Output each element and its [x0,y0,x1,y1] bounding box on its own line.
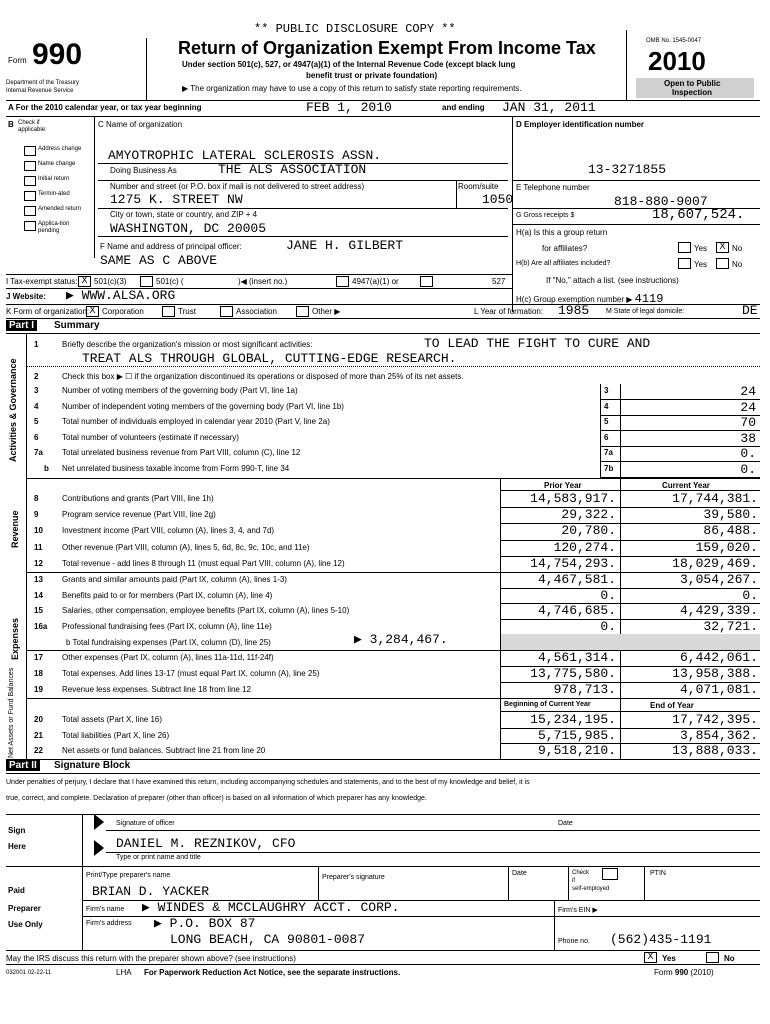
fin-line-text: Total expenses. Add lines 13-17 (must equal Part IX, column (A), line 25) [62,669,320,678]
section-b-label: B [8,120,14,129]
current-year-value: 159,020. [695,539,758,555]
prior-year-value: 4,746,685. [537,603,616,619]
current-year-value: 0. [742,587,758,603]
gov-line-value: 24 [740,399,756,415]
line-number: 18 [34,669,43,678]
gov-line-value: 38 [740,430,756,446]
state-of-domicile: DE [742,303,758,318]
fin-line-text: Revenue less expenses. Subtract line 18 from line 12 [62,685,251,694]
section-b-item-label: Address change [38,146,82,152]
part2-title: Signature Block [54,760,131,771]
current-year-value: 3,854,362. [679,727,758,743]
current-year-value: 6,442,061. [679,650,758,665]
inspection-label: Inspection [672,88,713,97]
gov-line-value: 0. [740,462,756,477]
line2-discontinued: Check this box ▶ ☐ if the organization discontinued its operations or disposed of more than 25% of its net assets. [62,372,464,381]
line-number: 14 [34,590,43,600]
firm-name: WINDES & MCCLAUGHRY ACCT. CORP. [157,900,400,915]
gov-line-text: Number of voting members of the governing body (Part VI, line 1a) [62,386,298,395]
current-year-value: 86,488. [703,523,758,539]
begin-year-header: Beginning of Current Year [504,701,591,708]
trust-checkbox[interactable] [162,306,175,317]
tax-year-begin: FEB 1, 2010 [306,100,392,115]
fin-line-text: Program service revenue (Part VIII, line 2g) [62,510,216,520]
fin-line-text: Total revenue - add lines 8 through 11 (must equal Part VIII, column (A), line 12) [62,558,345,568]
current-year-value: 4,429,339. [679,603,758,619]
col-divider [620,384,621,478]
fin-line-text: Total liabilities (Part X, line 26) [62,730,170,740]
side-revenue: Revenue [10,510,20,548]
public-disclosure-banner: ** PUBLIC DISCLOSURE COPY ** [254,22,456,36]
discuss-yes-checkbox[interactable]: X [644,952,657,963]
section-b-checkbox[interactable] [24,191,36,201]
section-b-checkbox[interactable] [24,161,36,171]
discuss-no-checkbox[interactable] [706,952,719,963]
gov-line-box: 3 [604,386,609,395]
gov-line-value: 70 [740,415,756,431]
prior-year-value: 20,780. [561,523,616,539]
form-word: Form [8,56,27,65]
line-number: 21 [34,730,43,740]
employer-id-number: 13-3271855 [588,162,667,177]
side-expenses: Expenses [10,617,20,660]
col-divider [600,384,601,478]
corporation-checkbox[interactable]: X [86,306,99,317]
line-number: 16a [34,621,48,631]
current-year-value: 4,071,081. [679,682,758,697]
current-year-header: Current Year [662,481,710,490]
prior-year-value: 9,518,210. [537,743,616,759]
line16b-value: 3,284,467. [369,632,448,647]
officer-address: SAME AS C ABOVE [100,253,218,268]
website: WWW.ALSA.ORG [81,288,176,303]
gov-line-text: Total unrelated business revenue from Part VIII, column (C), line 12 [62,448,301,458]
fin-line-text: Grants and similar amounts paid (Part IX, column (A), lines 1-3) [62,575,287,584]
doing-business-as: THE ALS ASSOCIATION [218,162,367,177]
form-title: Return of Organization Exempt From Income Tax [178,38,596,58]
current-year-value: 3,054,267. [679,572,758,587]
line-number: 13 [34,575,43,584]
fin-line-text: Total assets (Part X, line 16) [62,715,163,724]
fin-line-text: Professional fundraising fees (Part IX, column (A), line 11e) [62,621,272,631]
firm-address-2: LONG BEACH, CA 90801-0087 [170,932,366,947]
section-b-item-label: Initial return [38,176,70,182]
year-of-formation: 1985 [558,303,590,318]
principal-officer: JANE H. GILBERT [286,238,404,253]
current-year-value: 17,744,381. [672,491,758,506]
line-number: 10 [34,526,43,536]
gov-line-box: 7a [604,448,613,458]
form-subtitle1: Under section 501(c), 527, or 4947(a)(1) of the Internal Revenue Code (except black lung [182,60,516,69]
gov-line-value: 0. [740,446,756,462]
room-suite: 1050 [482,192,514,207]
line-number: 3 [34,386,39,395]
section-b-item-label: Termin-ated [38,191,70,197]
current-year-value: 13,888,033. [672,743,758,759]
fin-line-text: Salaries, other compensation, employee benefits (Part IX, column (A), lines 5-10) [62,606,350,616]
gov-line-text: Total number of individuals employed in calendar year 2010 (Part V, line 2a) [62,417,330,427]
501c-checkbox[interactable] [140,276,153,287]
part1-title: Summary [54,320,100,331]
part2-label: Part II [6,760,40,771]
gov-line-text: Number of independent voting members of the governing body (Part VI, line 1b) [62,401,344,411]
line-number: 11 [34,542,43,552]
current-year-value: 13,958,388. [672,666,758,681]
form-subtitle2: benefit trust or private foundation) [306,71,438,80]
ha-yes-checkbox[interactable] [678,242,691,253]
4947-checkbox[interactable] [336,276,349,287]
current-year-value: 32,721. [703,618,758,634]
mission-line1: TO LEAD THE FIGHT TO CURE AND [424,336,651,351]
prior-year-value: 15,234,195. [530,712,616,727]
gov-line-box: 7b [604,464,614,473]
paperwork-notice: For Paperwork Reduction Act Notice, see the separate instructions. [144,968,401,977]
hb-yes-checkbox[interactable] [678,258,691,269]
current-year-value: 39,580. [703,507,758,523]
form-990-page: ** PUBLIC DISCLOSURE COPY ** Form 990 Department of the Treasury Internal Revenue Service Return of Organization Exempt From Income Tax Under section 501(c), 527, or 4947(a)(1) of the Internal Revenue Code (except black lung benefit trust or private foundation) ▶ The organization may have to use a copy of this return to satisfy state reporting requirements. OMB No. 1545-0047 2010 Open to Public Inspection A For the 2010 calendar year, or tax year beginning FEB 1, 2010 and ending JAN 31, 2011 B Check if applicable: Address change Name change Initial return Termin-ated Amended return Applica-tion pending C Name of organization AMYOTROPHIC LATERAL SCLEROSIS ASSN. Doing Business As THE ALS ASSOCIATION Number and street (or P.O. box if mail is not delivered to street address) Room/suite 1275 K. STREET NW 1050 City or town, state or country, and ZIP + 4 WASHINGTON, DC 20005 F Name and address of principal officer: JANE H. GILBERT SAME AS C ABOVE D Employer identification number 13-3271855 E Telephone number 818-880-9007 G Gross receipts $ 18,607,524. H(a) Is this a group return for affiliates? Yes X No H(b) Are all affiliates included? Yes No If "No," attach a list. (see instructions) I Tax-exempt status: X 501(c)(3) 501(c) ( )◀ (insert no.) 4947(a)(1) or 527 J Website: ▶ WWW.ALSA.ORG H(c) Group exemption number ▶ 4119 K Form of organization: X Corporation Trust Association Other ▶ L Year of formation: 1985 M State of legal domicile: DE Part I Summary Activities & Governance Revenue Expenses Net Assets or Fund Balances 1 Briefly describe the organization's mission or most significant activities: TO LEAD THE FIGHT TO CURE AND TREAT ALS THROUGH GLOBAL, CUTTING-EDGE RESEARCH. 2 Check this box ▶ ☐ if the organization discontinued its operations or disposed of more than 25% of its net assets. 3 Number of voting members of the governing body (Part VI, line 1a) 3 24 4 Number of independent voting members of the governing body (Part VI, line 1b) 4 24 5 Total number of individuals employed in calendar year 2010 (Part V, line 2a) 5 70 6 Total number of volunteers (estimate if necessary) 6 38 7a Total unrelated business revenue from Part VIII, column (C), line 12 7a 0. b Net unrelated business taxable income from Form 990-T, line 34 7b 0. Prior Year Current Year 8 Contributions and grants (Part VIII, line 1h) 14,583,917. 17,744,381. 9 Program service revenue (Part VIII, line 2g) 29,322. 39,580. 10 Investment income (Part VIII, column (A), lines 3, 4, and 7d) 20,780. 86,488. 11 Other revenue (Part VIII, column (A), lines 5, 6d, 8c, 9c, 10c, and 11e) 120,274. 159,020. 12 Total revenue - add lines 8 through 11 (must equal Part VIII, column (A), line 12) 14,754,293. 18,029,469. 13 Grants and similar amounts paid (Part IX, column (A), lines 1-3) 4,467,581. 3,054,267. 14 Benefits paid to or for members (Part IX, column (A), line 4) 0. 0. 15 Salaries, other compensation, employee benefits (Part IX, column (A), lines 5-10) 4,746,685. 4,429,339. 16a Professional fundraising fees (Part IX, column (A), line 11e) 0. 32,721. b Total fundraising expenses (Part IX, column (D), line 25) ▶ 3,284,467. 17 Other expenses (Part IX, column (A), lines 11a-11d, 11f-24f) 4,561,314. 6,442,061. 18 Total expenses. Add lines 13-17 (must equal Part IX, column (A), line 25) 13,775,580. 13,958,388. 19 Revenue less expenses. Subtract line 18 from line 12 978,713. 4,071,081. Beginning of Current Year End of Year 20 Total assets (Part X, line 16) 15,234,195. 17,742,395. 21 Total liabilities (Part X, line 26) 5,715,985. 3,854,362. 22 Net assets or fund balances. Subtract line 21 from line 20 9,518,210. 13,888,033. Part II Signature Block Under penalties of perjury, I declare that I have examined this return, including accompanying schedules and statements, and to the best of my knowledge and belief, it is true, correct, and complete. Declaration of preparer (other than officer) is based on all information of which preparer has any knowledge. Sign Here Signature of officer Date DANIEL M. REZNIKOV, CFO Type or print name and title Paid Preparer Use Only Print/Type preparer's name Preparer's signature Date Check if self-employed PTIN BRIAN D. YACKER Firm's name ▶ WINDES & MCCLAUGHRY ACCT. CORP. Firm's EIN ▶ Firm's address ▶ P.O. BOX 87 LONG BEACH, CA 90801-0087 Phone no. (562)435-1191 May the IRS discuss this return with the preparer shown above? (see instructions) X Yes No 032001 02-22-11 LHA For Paperwork Reduction Act Notice, see the separate instructions. Form 990 (2010) [6,22,758,977]
prior-year-value: 5,715,985. [537,727,616,743]
prior-year-value: 4,561,314. [537,650,616,665]
section-b-item-label: Applica-tion pending [38,221,70,234]
form-code: 032001 02-22-11 [6,970,52,976]
line-number: 6 [34,432,39,442]
current-year-value: 17,742,395. [672,712,758,727]
line-number: b [44,464,49,473]
gov-line-box: 5 [604,417,609,427]
gov-line-box: 4 [604,401,609,411]
prior-year-value: 29,322. [561,507,616,523]
tax-year-end: JAN 31, 2011 [502,100,596,115]
fin-line-text: Investment income (Part VIII, column (A), lines 3, 4, and 7d) [62,526,275,536]
gross-receipts: 18,607,524. [652,207,745,223]
prior-year-value: 120,274. [553,539,616,555]
gov-line-text: Net unrelated business taxable income from Form 990-T, line 34 [62,464,290,473]
preparer-phone: (562)435-1191 [610,932,712,947]
fin-line-text: Net assets or fund balances. Subtract line 21 from line 20 [62,746,266,756]
line-number: 15 [34,606,43,616]
street-address: 1275 K. STREET NW [110,192,243,207]
ha-no-checkbox[interactable]: X [716,242,729,253]
line-number: 17 [34,653,43,662]
prior-year-value: 0. [600,618,616,634]
section-b-checkbox[interactable] [24,206,36,216]
section-b-checkbox[interactable] [24,176,36,186]
dept-line2: Internal Revenue Service [6,88,74,94]
section-b-item-label: Amended return [38,206,82,212]
self-employed-checkbox[interactable] [602,868,618,880]
section-b-checkbox[interactable] [24,146,36,156]
part1-label: Part I [6,320,37,331]
line-a-label: A For the 2010 calendar year, or tax year beginning [8,103,202,112]
fin-line-text: Benefits paid to or for members (Part IX, column (A), line 4) [62,590,273,600]
section-c-label: C Name of organization [98,120,183,129]
form-subtitle3: ▶ The organization may have to use a copy of this return to satisfy state reporting requirements. [182,84,522,93]
current-year-value: 18,029,469. [672,555,758,571]
fin-line-text: Other revenue (Part VIII, column (A), lines 5, 6d, 8c, 9c, 10c, and 11e) [62,542,310,552]
line-number: 12 [34,558,43,568]
organization-name: AMYOTROPHIC LATERAL SCLEROSIS ASSN. [108,148,382,163]
omb-number: OMB No. 1545-0047 [646,38,702,44]
prior-year-header: Prior Year [544,481,582,490]
irs-discuss-question: May the IRS discuss this return with the preparer shown above? (see instructions) [6,954,296,963]
gov-line-text: Total number of volunteers (estimate if necessary) [62,432,239,442]
prior-year-value: 14,583,917. [530,491,616,506]
prior-year-value: 0. [600,587,616,603]
501c3-checkbox[interactable]: X [78,276,91,287]
gov-line-value: 24 [740,384,756,399]
gov-line-box: 6 [604,432,609,442]
line-number: 22 [34,746,43,756]
line-number: 8 [34,494,39,503]
city-state-zip: WASHINGTON, DC 20005 [110,221,267,236]
association-checkbox[interactable] [220,306,233,317]
line-number: 7a [34,448,43,458]
prior-year-value: 4,467,581. [537,572,616,587]
form-number: 990 [32,38,83,71]
and-ending: and ending [442,103,485,112]
prior-year-value: 13,775,580. [530,666,616,681]
open-to-public: Open to Public [664,79,721,88]
side-activities-governance: Activities & Governance [8,358,18,462]
signing-officer-name: DANIEL M. REZNIKOV, CFO [116,836,296,851]
line-number: 5 [34,417,39,427]
dept-line1: Department of the Treasury [6,80,80,86]
section-b-checkbox[interactable] [24,221,36,231]
line-number: 9 [34,510,39,520]
tax-year: 2010 [648,46,706,76]
line-number: 20 [34,715,43,724]
telephone-number: 818-880-9007 [614,194,708,209]
firm-address-1: P.O. BOX 87 [169,916,256,931]
hb-no-checkbox[interactable] [716,258,729,269]
prior-year-value: 978,713. [553,682,616,697]
line-number: 19 [34,685,43,694]
group-exemption-number: 4119 [634,292,664,306]
fin-line-text: Contributions and grants (Part VIII, line 1h) [62,494,214,503]
527-checkbox[interactable] [420,276,433,287]
preparer-name: BRIAN D. YACKER [92,884,210,899]
prior-year-value: 14,754,293. [530,555,616,571]
end-year-header: End of Year [650,701,694,710]
other-checkbox[interactable] [296,306,309,317]
section-b-item-label: Name change [38,161,76,167]
mission-line2: TREAT ALS THROUGH GLOBAL, CUTTING-EDGE RESEARCH. [82,351,457,366]
side-net-assets: Net Assets or Fund Balances [8,667,15,758]
line-number: 4 [34,401,39,411]
fin-line-text: Other expenses (Part IX, column (A), lines 11a-11d, 11f-24f) [62,653,274,662]
